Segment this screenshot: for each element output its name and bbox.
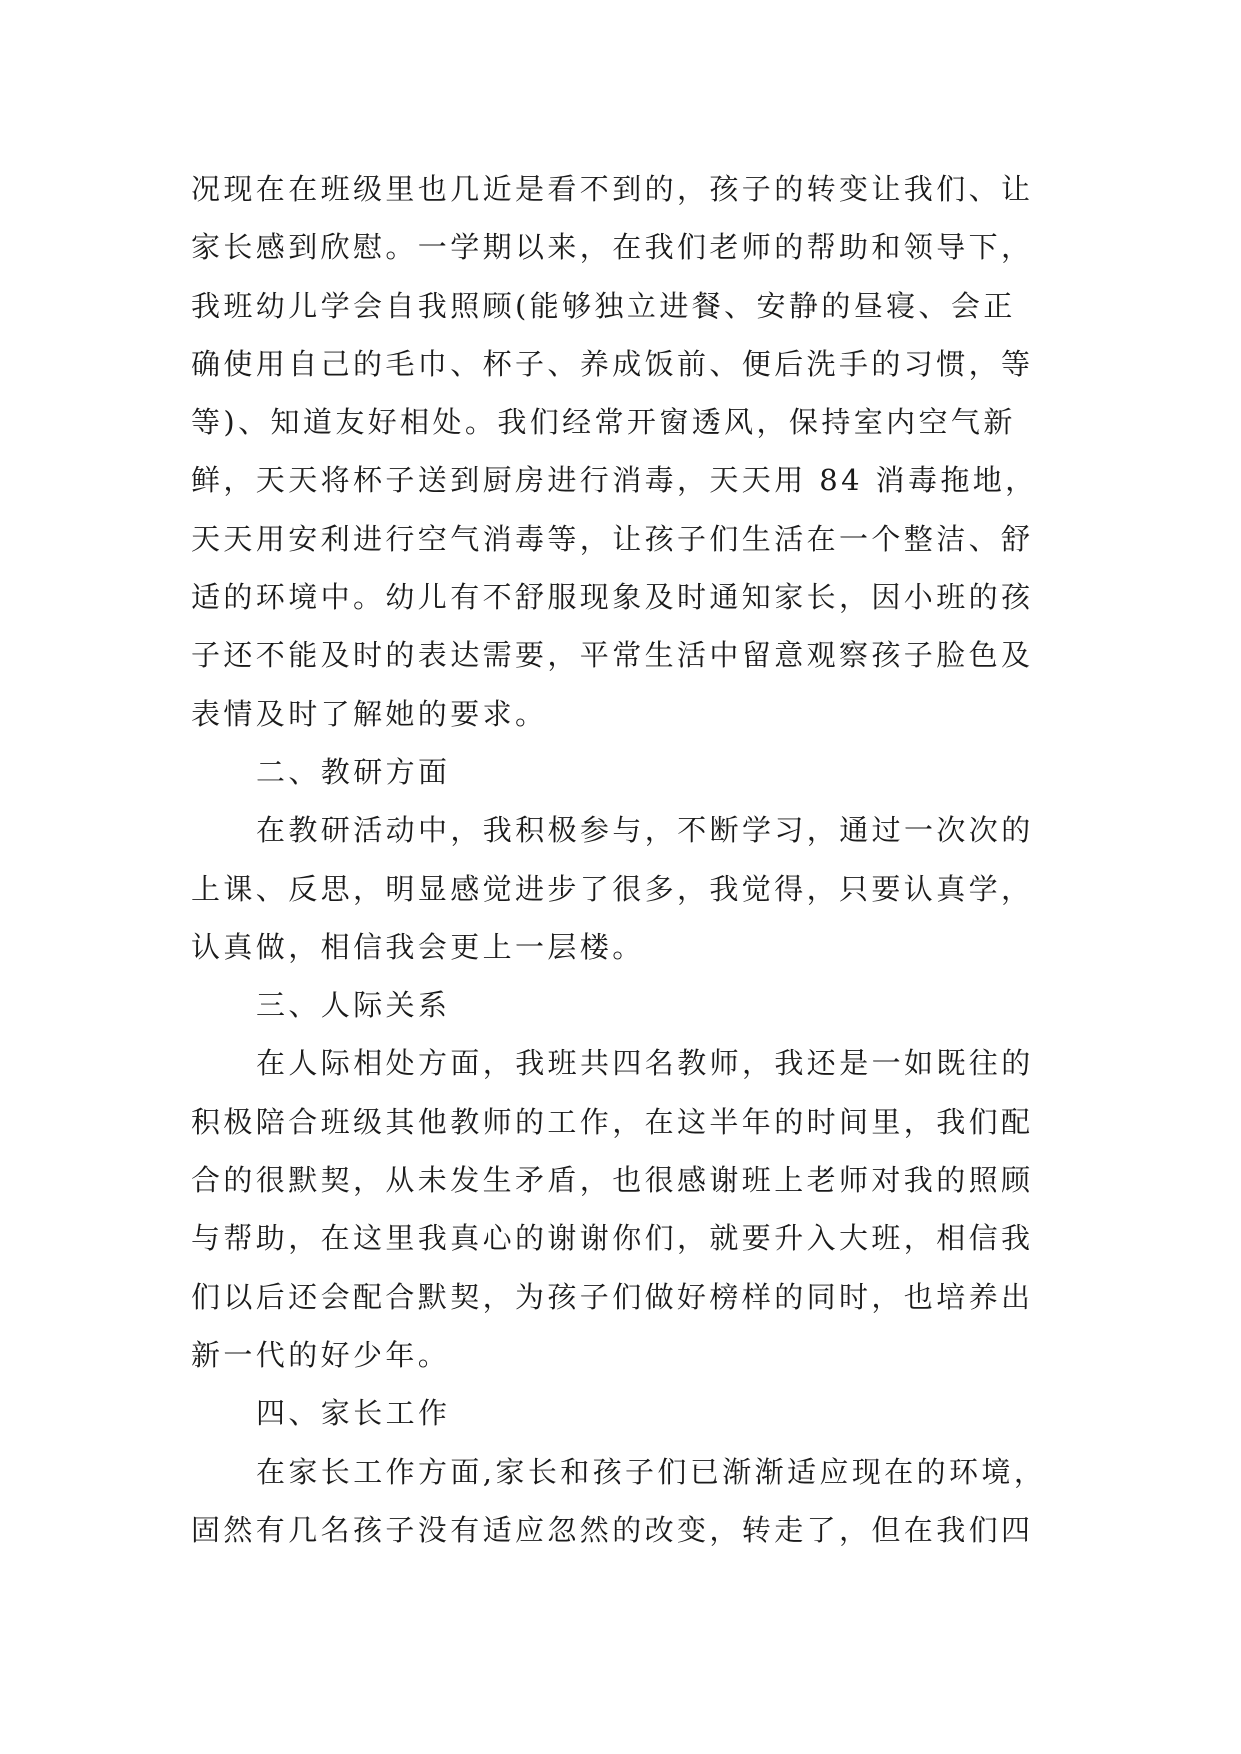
text-line: 们以后还会配合默契，为孩子们做好榜样的同时，也培养出	[191, 1279, 1034, 1314]
text-line: 家长感到欣慰。一学期以来，在我们老师的帮助和领导下，	[191, 230, 1034, 265]
text-line: 等)、知道友好相处。我们经常开窗透风，保持室内空气新	[191, 405, 1016, 440]
text-line: 积极陪合班级其他教师的工作，在这半年的时间里，我们配	[191, 1104, 1034, 1139]
text-line: 表情及时了解她的要求。	[191, 696, 548, 731]
document-body	[191, 160, 1071, 1559]
text-line: 况现在在班级里也几近是看不到的，孩子的转变让我们、让	[191, 172, 1034, 206]
text-line: 固然有几名孩子没有适应忽然的改变，转走了，但在我们四	[191, 1512, 1034, 1547]
paragraph-start-line: 二、教研方面	[256, 754, 451, 789]
text-line: 确使用自己的毛巾、杯子、养成饭前、便后洗手的习惯，等	[191, 346, 1034, 381]
text-line: 上课、反思，明显感觉进步了很多，我觉得，只要认真学，	[191, 871, 1034, 906]
paragraph-start-line: 在家长工作方面,家长和孩子们已渐渐适应现在的环境，	[256, 1454, 1047, 1489]
paragraph-start-line: 三、人际关系	[256, 988, 451, 1023]
text-line: 我班幼儿学会自我照顾(能够独立进餐、安静的昼寝、会正	[191, 288, 1016, 323]
paragraph-start-line: 在人际相处方面，我班共四名教师，我还是一如既往的	[256, 1046, 1034, 1081]
text-line: 认真做，相信我会更上一层楼。	[191, 929, 645, 964]
text-line: 鲜，天天将杯子送到厨房进行消毒，天天用 84 消毒拖地，	[191, 463, 1038, 498]
paragraph-start-line: 在教研活动中，我积极参与，不断学习，通过一次次的	[256, 813, 1034, 848]
text-line: 与帮助，在这里我真心的谢谢你们，就要升入大班，相信我	[191, 1221, 1034, 1256]
text-line: 子还不能及时的表达需要，平常生活中留意观察孩子脸色及	[191, 638, 1034, 673]
text-line: 适的环境中。幼儿有不舒服现象及时通知家长，因小班的孩	[191, 580, 1034, 615]
paragraph-start-line: 四、家长工作	[256, 1396, 451, 1431]
text-line: 合的很默契，从未发生矛盾，也很感谢班上老师对我的照顾	[191, 1163, 1034, 1198]
text-line: 新一代的好少年。	[191, 1337, 451, 1372]
text-line: 天天用安利进行空气消毒等，让孩子们生活在一个整洁、舒	[191, 521, 1034, 556]
